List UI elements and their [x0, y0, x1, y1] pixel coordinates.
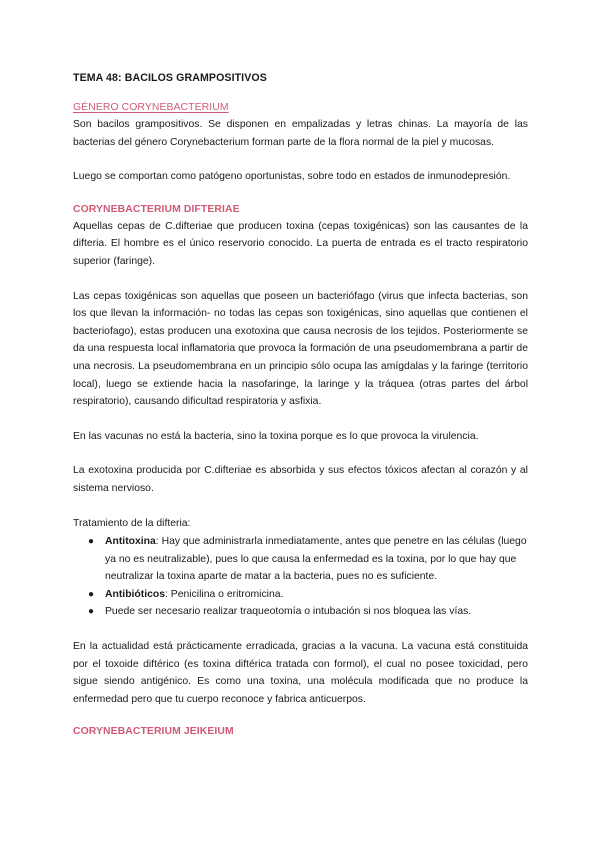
bullet-icon: ●: [88, 588, 95, 600]
paragraph: Aquellas cepas de C.difteriae que producen toxina (cepas toxigénicas) son las causantes de la difteria. El hombre es el único reservorio conocido. La puerta de entrada es el tracto respiratorio superior (faringe).: [73, 220, 528, 267]
document-page: [73, 70, 528, 740]
paragraph: En la actualidad está prácticamente erradicada, gracias a la vacuna. La vacuna está constituida por el toxoide diftérico (es toxina diftérica tratada con formol), el cual no posee toxicidad, pero sigue siendo antigénico. Es como una toxina, una molécula modificada que no produce la enfermedad pero que tu cuerpo reconoce y fabrica anticuerpos.: [73, 641, 528, 705]
paragraph: Tratamiento de la difteria:: [73, 517, 191, 529]
list-item-text: Puede ser necesario realizar traqueotomía o intubación si nos bloquea las vías.: [105, 606, 472, 618]
list-item-text: : Penicilina o eritromicina.: [165, 588, 284, 600]
list-item: [80, 586, 528, 604]
paragraph: La exotoxina producida por C.difteriae es absorbida y sus efectos tóxicos afectan al corazón y al sistema nervioso.: [73, 465, 528, 494]
paragraph: Son bacilos grampositivos. Se disponen en empalizadas y letras chinas. La mayoría de las bacterias del género Corynebacterium forman parte de la flora normal de la piel y mucosas.: [73, 119, 528, 148]
section-heading-difteriae: CORYNEBACTERIUM DIFTERIAE: [73, 203, 240, 215]
paragraph: En las vacunas no está la bacteria, sino la toxina porque es lo que provoca la virulencia.: [73, 430, 479, 442]
section-heading-jeikeium: CORYNEBACTERIUM JEIKEIUM: [73, 726, 234, 738]
list-item: [80, 603, 528, 621]
list-item: [80, 533, 528, 586]
paragraph: Luego se comportan como patógeno oportunistas, sobre todo en estados de inmunodepresión.: [73, 171, 511, 183]
treatment-list: [73, 533, 528, 621]
paragraph: Las cepas toxigénicas son aquellas que poseen un bacteriófago (virus que infecta bacterias, son los que llevan la información- no todas las cepas son toxigénicas, sino aquellas que contienen el bacteriofago), estas producen una exotoxina que causa necrosis de los tejidos. Posteriormente se da una respuesta local inflamatoria que provoca la formación de una pseudomembrana a partir de una necrosis. La pseudomembrana en un principio sólo ocupa las amígdalas y la faringe (territorio local), luego se extiende hacia la nasofaringe, la laringe y la tráquea (otras partes del árbol respiratorio), causando dificultad respiratoria y asfixia.: [73, 290, 528, 408]
document-title: TEMA 48: BACILOS GRAMPOSITIVOS: [73, 72, 267, 84]
list-item-text: : Hay que administrarla inmediatamente, antes que penetre en las células (luego ya no es neutralizable), pues lo que causa la enfermedad es la toxina, por lo que hay que neutralizar la toxina aparte de matar a la bacteria, pues no es suficiente.: [105, 536, 527, 583]
bullet-icon: ●: [88, 606, 95, 618]
bullet-icon: ●: [88, 536, 95, 548]
list-item-label: Antitoxina: [105, 536, 156, 548]
section-heading-genero: GÉNERO CORYNEBACTERIUM: [73, 102, 229, 113]
list-item-label: Antibióticos: [105, 588, 166, 600]
